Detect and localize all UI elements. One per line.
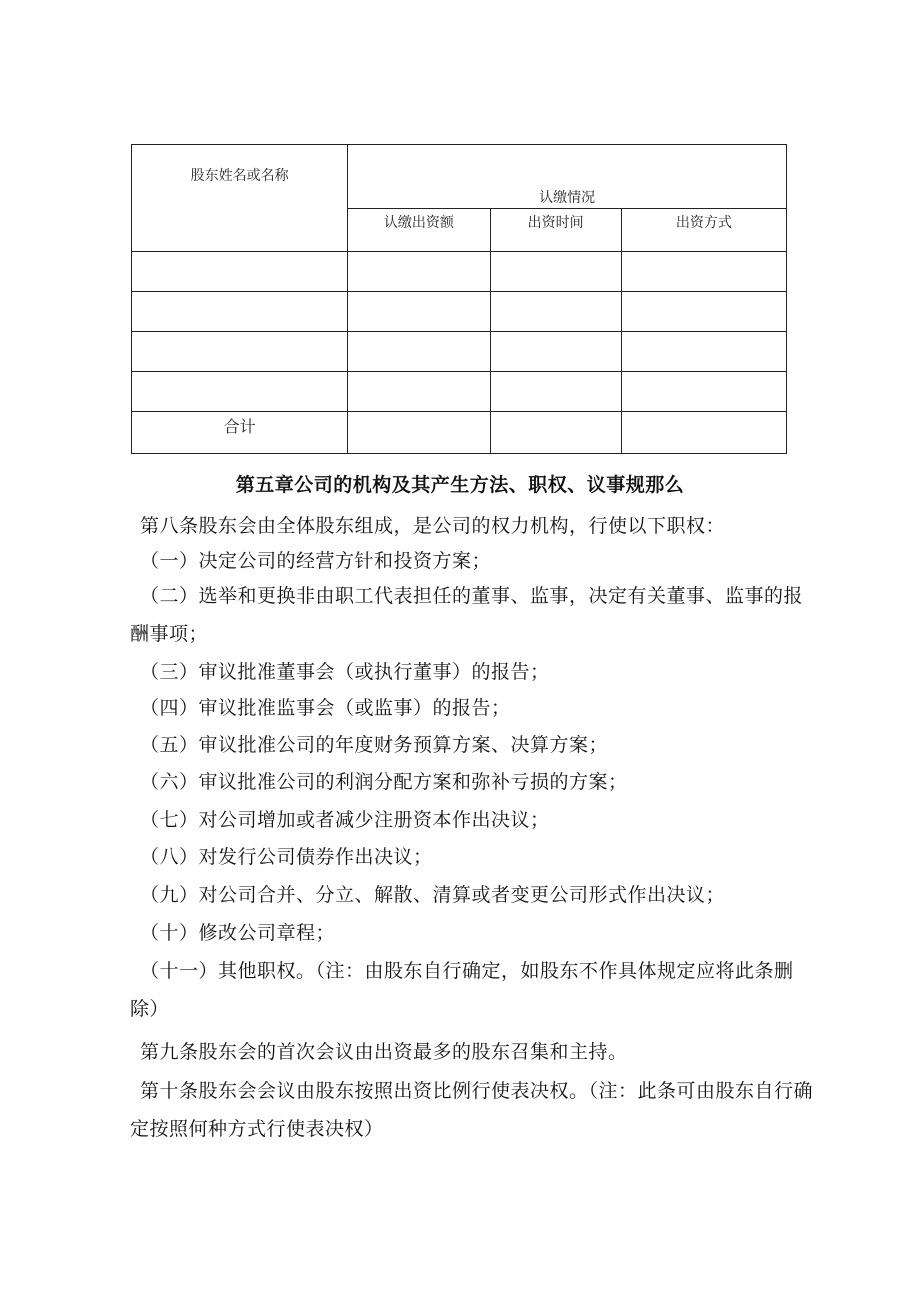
table-cell (490, 332, 621, 372)
paragraph-item-2: （二）选举和更换非由职工代表担任的董事、监事，决定有关董事、监事的报酬事项； (130, 585, 804, 645)
table-cell (621, 292, 786, 332)
header-subscribed-amount: 认缴出资额 (348, 209, 490, 252)
paragraph-item-9: （九）对公司合并、分立、解散、清算或者变更公司形式作出决议； (140, 884, 726, 906)
shareholder-contribution-table (131, 144, 787, 454)
table-row (132, 292, 787, 332)
total-label: 合计 (132, 412, 348, 454)
table-cell (348, 412, 490, 454)
table-cell (490, 372, 621, 412)
table-cell (490, 252, 621, 292)
paragraph-item-11: （十一）其他职权。（注：由股东自行确定，如股东不作具体规定应将此条删除） (130, 960, 794, 1020)
paragraph-item-4: （四）审议批准监事会（或监事）的报告； (140, 697, 511, 719)
paragraph-item-10: （十）修改公司章程； (140, 922, 336, 944)
table-cell (348, 332, 490, 372)
paragraph-article-10: 第十条股东会会议由股东按照出资比例行使表决权。（注：此条可由股东自行确定按照何种方式行使表决权） (130, 1080, 814, 1140)
table-cell (132, 292, 348, 332)
table-cell (621, 332, 786, 372)
table-row (132, 372, 787, 412)
table-header-row (132, 145, 787, 209)
table-row (132, 332, 787, 372)
paragraph-item-1: （一）决定公司的经营方针和投资方案； (140, 550, 492, 572)
table-cell (132, 372, 348, 412)
table-cell (490, 412, 621, 454)
header-subscription-group-label: 认缴情况 (539, 190, 596, 206)
table-row (132, 252, 787, 292)
table-cell (621, 252, 786, 292)
table-cell (490, 292, 621, 332)
paragraph-item-3: （三）审议批准董事会（或执行董事）的报告； (140, 661, 550, 683)
paragraph-item-8: （八）对发行公司债券作出决议； (140, 846, 433, 868)
table-cell (348, 292, 490, 332)
paragraph-article-8: 第八条股东会由全体股东组成，是公司的权力机构，行使以下职权： (140, 515, 726, 537)
paragraph-item-6: （六）审议批准公司的利润分配方案和弥补亏损的方案； (140, 771, 628, 793)
table-total-row (132, 412, 787, 454)
paragraph-article-9: 第九条股东会的首次会议由出资最多的股东召集和主持。 (140, 1041, 628, 1063)
paragraph-item-7: （七）对公司增加或者减少注册资本作出决议； (140, 809, 550, 831)
header-contribution-method: 出资方式 (621, 209, 786, 252)
header-subscription-group (348, 145, 787, 209)
table-cell (132, 252, 348, 292)
table-cell (132, 332, 348, 372)
table-cell (348, 252, 490, 292)
header-contribution-time: 出资时间 (490, 209, 621, 252)
table-cell (621, 412, 786, 454)
header-shareholder-name: 股东姓名或名称 (132, 145, 348, 252)
table-cell (348, 372, 490, 412)
chapter-title: 第五章公司的机构及其产生方法、职权、议事规那么 (235, 474, 685, 496)
table-cell (621, 372, 786, 412)
paragraph-item-5: （五）审议批准公司的年度财务预算方案、决算方案； (140, 734, 609, 756)
